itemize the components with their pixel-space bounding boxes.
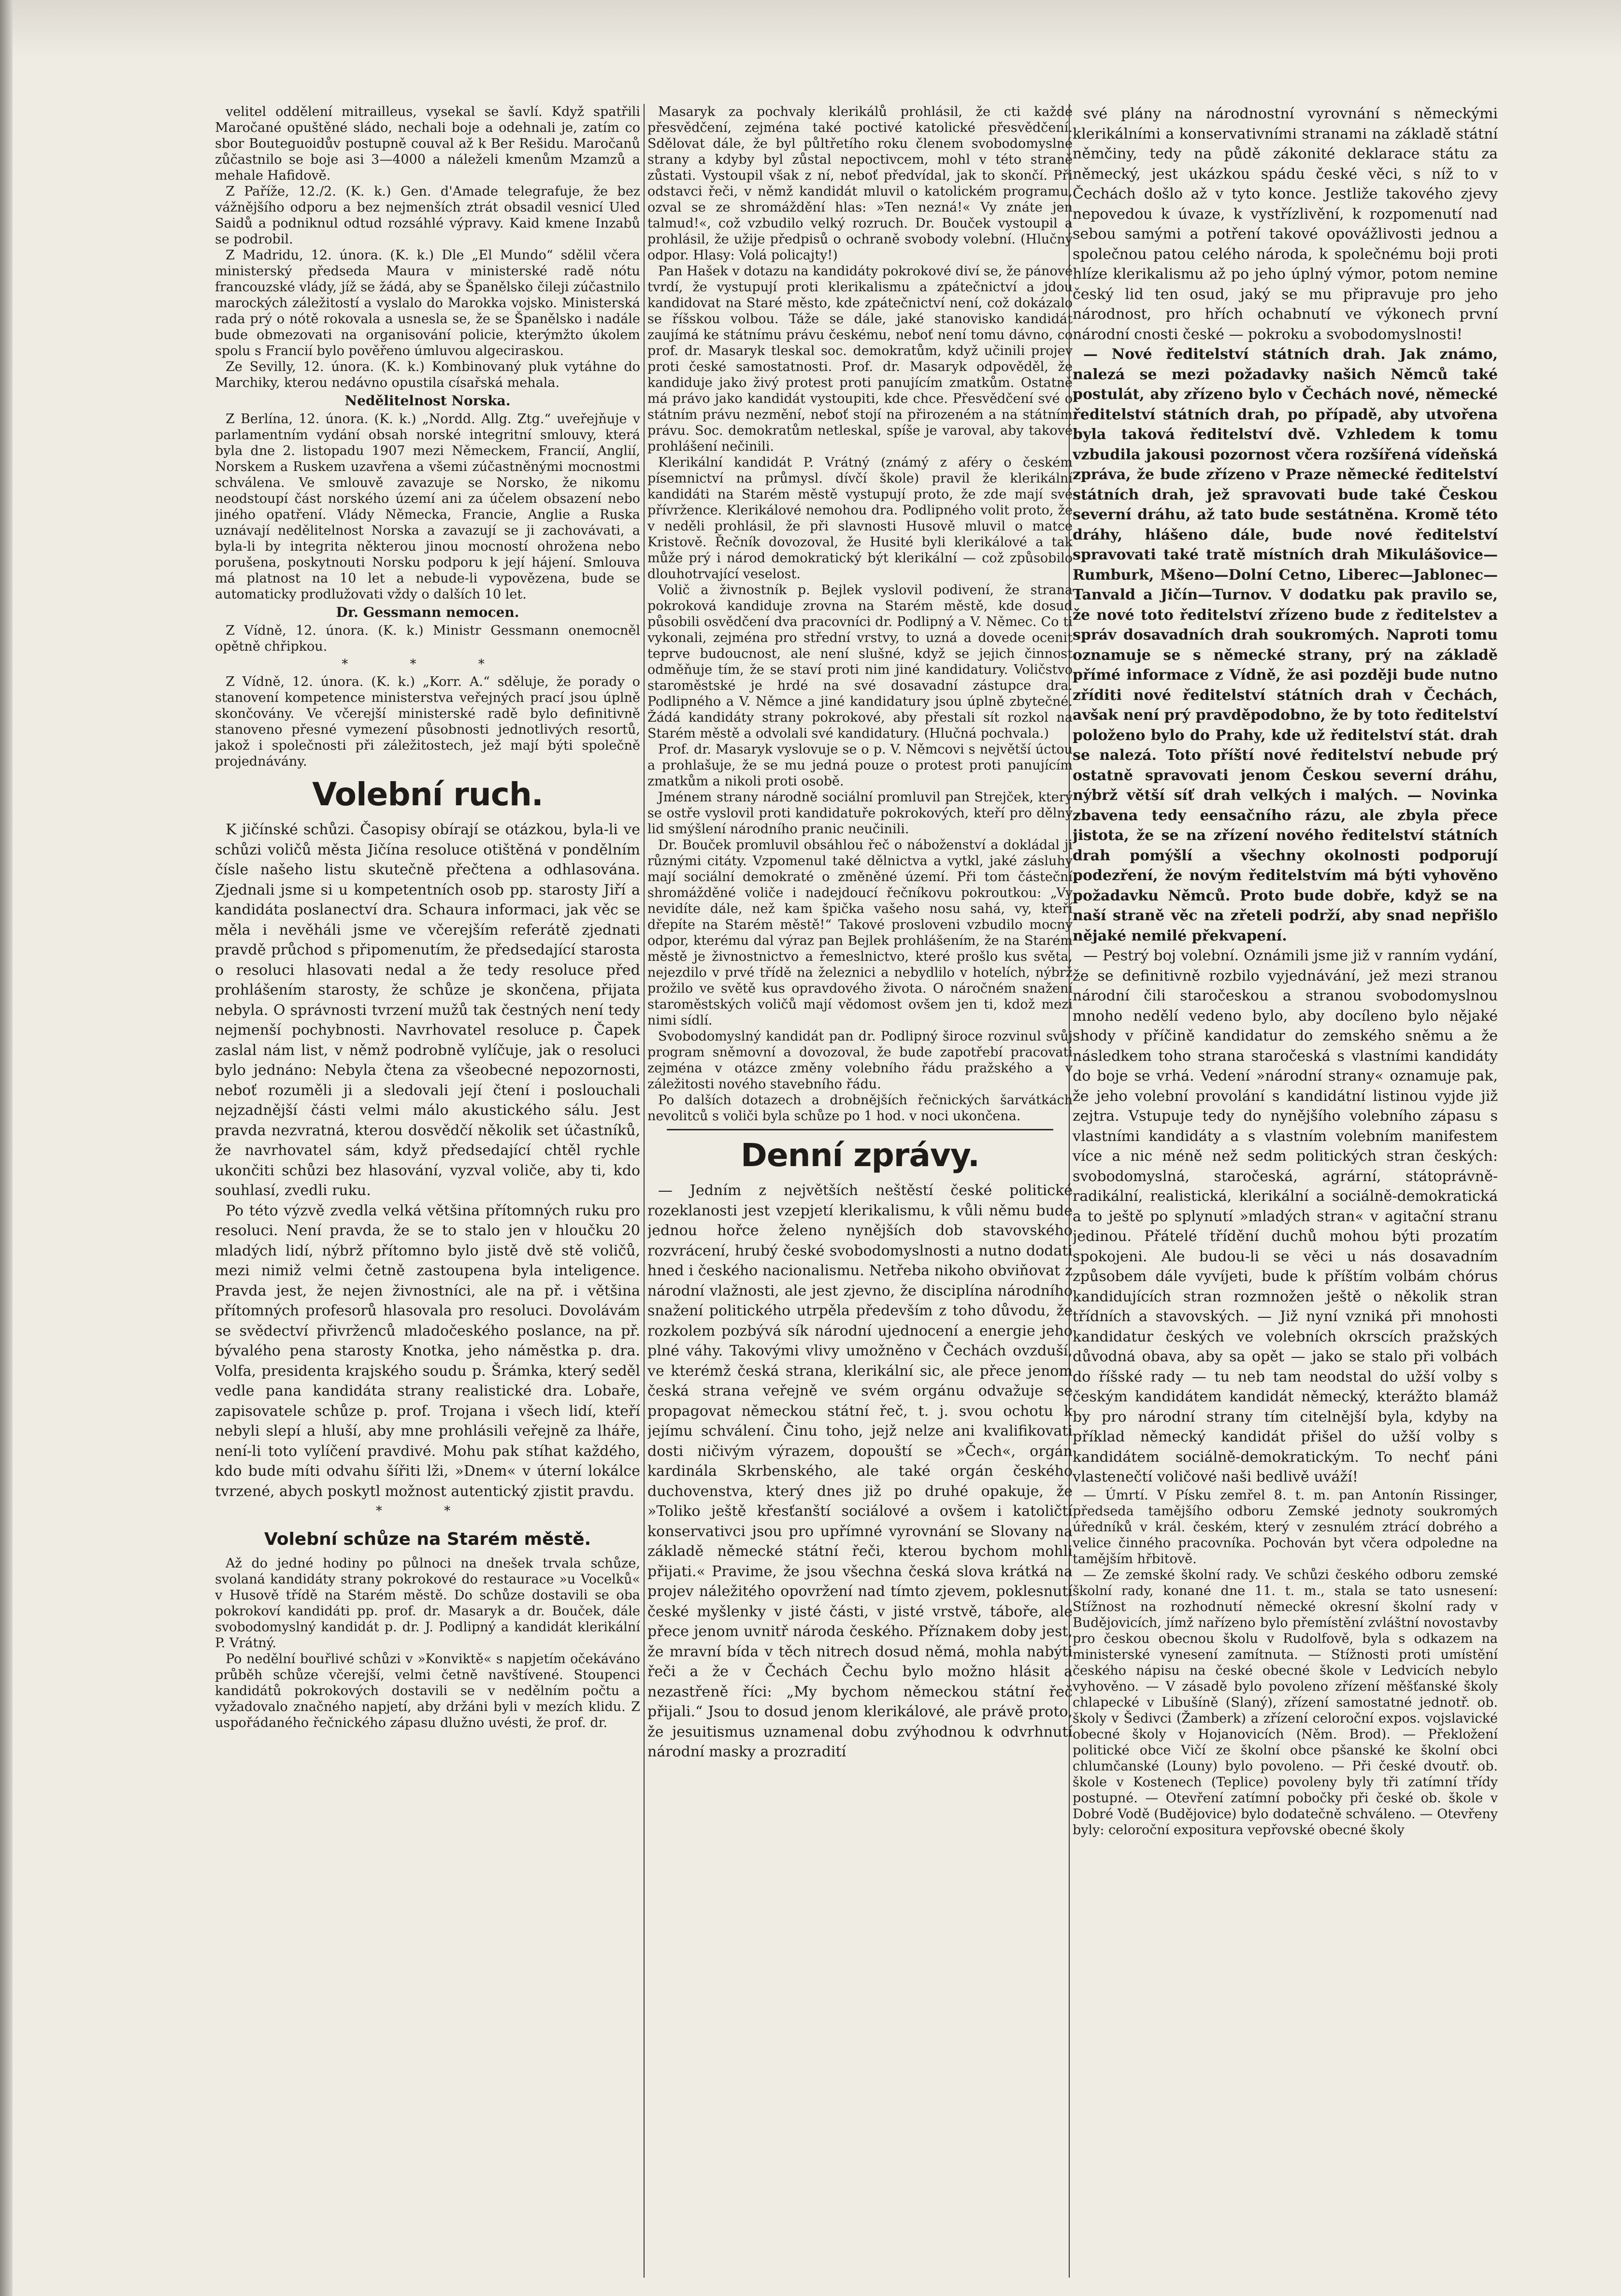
article-paragraph: Po této výzvě zvedla velká většina přítomných ruku pro resoluci. Není pravda, že se to stalo jen v hloučku 20 mladých lidí, nýbrž přítomno bylo jistě dvě stě voličů, mezi nimiž velmi četně zastoupena byla inteligence. Pravda jest, že nejen živnostníci, ale na př. i většina přítomných profesorů hlasovala pro resoluci. Dovolávám se svědectví přivrženců mladočeského poslance, na př. bývalého pena starosty Knotka, jeho náměstka p. dra. Volfa, presidenta krajského soudu p. Šrámka, který seděl vedle pana kandidáta strany realistické dra. Lobaře, zapisovatele schůze p. prof. Trojana i všech lidí, kteří nebyli slepí a hluší, aby mne prohlásili veřejně za lháře, není-li toto vylíčení pravdivé. Mohu pak stíhat každého, kdo bude míti odvahu šířiti lži, »Dnem« v úterní lokálce tvrzené, abych poskytl možnost autentický zjistit pravdu. bbox=[215, 1202, 640, 1500]
article-paragraph: — Úmrtí. V Písku zemřel 8. t. m. pan Antonín Rissinger, předseda tamějšího odboru Zemské jednoty soukromých úředníků v král. českém, který v zesnulém ztrácí dobrého a velice činného pracovníka. Pochován byt včera odpoledne na tamějším hřbitově. bbox=[1073, 1487, 1498, 1567]
article-paragraph: — Jedním z největších neštěstí české politické rozeklanosti jest vzepjetí klerikalismu, k vůli němu bude jednou hořce želeno nynějších dob stavovského rozvrácení, hrubý české svobodomyslnosti a nutno dodati hned i českého nacionalismu. Netřeba nikoho obviňovat z národní vlažnosti, ale jest zjevno, že disciplína národního snažení politického utrpěla především z toho důvodu, že rozkolem pozbývá sík národní ujednocení a energie jeho plné váhy. Takovými vlivy umožněno v Čechách ovzduší, ve kterémž česká strana, klerikální sic, ale přece jenom česká strana veřejně ve svém orgánu odvažuje se propagovat německou státní řeč, t. j. svou ochotu k jejímu schválení. Činu toho, jejž nelze ani kvalifikovati dosti ničivým výrazem, dopouští se »Čech«, orgán kardinála Skrbenského, ale také orgán českého duchovenstva, který dnes již po druhé opakuje, že »Toliko ještě křesťanští sociálové a ovšem i katoličtí konservativci jsou pro upřímné vyrovnání se Slovany na základě německé státní řeči, kterou bychom mohli přijati.« Pravime, že jsou všechna česká slova krátká na projev náležitého opovržení nad tímto zjevem, poklesnutí české myšlenky v jisté části, v jisté vrstvě, táboře, ale přece jenom uvnitř národa českého. Příznakem doby jest, že mravní bída v těch nitrech dosud němá, mohla nabýti řeči a že v Čechách Čechu bylo možno hlásit a nezastřeně říci: „My bychom německou státní řeč přijali.“ Jsou to dosud jenom klerikálové, ale právě proto, že jesuitismus uznamenal dobu zvýhodnou k odvrhnutí národní masky a prozradití bbox=[647, 1182, 1073, 1760]
article-paragraph: Po nedělní bouřlivé schůzi v »Konviktě« s napjetím očekáváno průběh schůze včerejší, velmi četně navštívené. Stoupenci kandidátů pokrokových dostavili se v nedělním počtu a vyžadovalo značného napjetí, aby držáni byli v mezích klidu. Z uspořádaného řečnického zápasu dlužno uvésti, že prof. dr. bbox=[215, 1652, 640, 1730]
article-paragraph: Volič a živnostník p. Bejlek vyslovil podivení, že strana pokroková kandiduje zrovna na Starém městě, kde dosud působili osvědčení dva pracovníci dr. Podlipný a V. Němec. Co ti vykonali, zejména pro střední vrstvy, to uzná a dovede ocenit teprve budoucnost, ale není slušné, když se jejich činnost odměňuje tím, že se staví proti nim jiné kandidatury. Voličstvo staroměstské je hrdé na své dosavadní zástupce dra. Podlipného a V. Němce a jiné kandidatury jsou úplně zbytečné. Žádá kandidáty strany pokrokové, aby přestali sít rozkol na Starém městě a odvolali své kandidatury. (Hlučná pochvala.) bbox=[647, 583, 1073, 741]
article-paragraph: — Ze zemské školní rady. Ve schůzi českého odboru zemské školní rady, konané dne 11. t. m., stala se tato usnesení: Stížnost na rozhodnutí německé okresní školní rady v Budějovicích, jímž nařízeno bylo přemístění zvláštní novostavby pro českou obecnou školu v Rudolfově, byla s odkazem na ministerské vynesení zamítnuta. — Stížnosti proti umístění českého nápisu na české obecné škole v Ledvicích nebylo vyhověno. — V zásadě bylo povoleno zřízení měšťanské školy chlapecké v Libušíně (Slaný), zřízení samostatné jednotř. ob. školy v Šedivci (Žamberk) a zřízení celoroční expos. vojslavické obecné školy v Hojanovicích (Něm. Brod). — Překložení politické obce Vičí ze školní obce pšanské ke školní obci chlumčanské (Louny) bylo povoleno. — Při české dvoutř. ob. škole v Kostenech (Teplice) povoleny byly tři zatímní třídy postupné. — Otevření zatímní pobočky při české ob. škole v Dobré Vodě (Budějovice) bylo dodatečně schváleno. — Otevřeny byly: celoroční expositura vepřovské obecné školy bbox=[1073, 1567, 1498, 1838]
article-paragraph: Z Vídně, 12. února. (K. k.) „Korr. A.“ sděluje, že porady o stanovení kompetence ministerstva veřejných prací jsou úplně skončovány. Ve včerejší ministerské radě bylo definitivně stanoveno přesné vymezení působnosti jednotlivých resortů, jakož i společnosti při záležitostech, jež mají býti společně projednávány. bbox=[215, 674, 640, 769]
article-paragraph: Klerikální kandidát P. Vrátný (známý z aféry o českém písemnictví na průmysl. dívčí škole) pravil že klerikální kandidáti na Starém městě vystupují proto, že zde mají své přívržence. Klerikálové nemohou dra. Podlipného volit proto, že v neděli prohlásil, že při slavnosti Husově mluvil o matce Kristově. Řečník dovozoval, že Husité byli klerikálové a tak může prý i národ demokratický být klerikální — což způsobilo dlouhotrvající veselost. bbox=[647, 455, 1073, 582]
column-rule bbox=[644, 104, 645, 2278]
article-paragraph: Z Vídně, 12. února. (K. k.) Ministr Gessmann onemocněl opětně chřipkou. bbox=[215, 623, 640, 654]
article-paragraph: — Nové ředitelství státních drah. Jak známo, nalezá se mezi požadavky našich Němců také postulát, aby zřízeno bylo v Čechách nové, německé ředitelství státních drah, po případě, aby utvořena byla taková ředitelství dvě. Vzhledem k tomu vzbudila jakousi pozornost včera rozšířená vídeňská zpráva, že bude zřízeno v Praze německé ředitelství státních drah, jež spravovati bude také Českou severní dráhu, až tato bude sestátněna. Kromě této dráhy, hlášeno dále, bude nové ředitelství spravovati také tratě místních drah Mikulášovice—Rumburk, Mšeno—Dolní Cetno, Liberec—Jablonec—Tanvald a Jičín—Turnov. V dodatku pak pravilo se, že nové toto ředitelství zřízeno bude z ředitelstev a správ dosavadních drah soukromých. Naproti tomu oznamuje se s německé strany, prý na základě přímé informace z Vídně, že asi později bude nutno zříditi nové ředitelství státních drah v Čechách, avšak není prý pravděpodobno, že by toto ředitelství položeno bylo do Prahy, kde už ředitelství stát. drah se nalezá. Toto příští nové ředitelství nebude prý ostatně spravovati jenom Českou severní dráhu, nýbrž větší síť drah velkých i malých. — Novinka zbavena tedy eensačního rázu, ale zbyla přece jistota, že se na zřízení nového ředitelství státních drah pomýšlí a všechny okolnosti podporují podezření, že novým ředitelstvím má býti vyhověno požadavku Němců. Proto bude dobře, když se na naší straně věc na zřeteli podrží, aby snad nepřišlo nějaké nemilé překvapení. bbox=[1073, 346, 1498, 944]
article-paragraph: Z Madridu, 12. února. (K. k.) Dle „El Mundo“ sdělil včera ministerský předseda Maura v ministerské radě nótu francouzské vlády, jíž se žádá, aby se Španělsko čileji zúčastnilo marockých záležitostí a vyslalo do Marokka vojsko. Ministerská rada prý o nótě rokovala a usnesla se, že se Španělsko i nadále bude obmezovati na organisování policie, kterýmžto úkolem spolu s Francií bylo pověřeno úmluvou algeciraskou. bbox=[215, 248, 640, 358]
article-paragraph: své plány na národnostní vyrovnání s německými klerikálními a konservativními stranami na základě státní němčiny, tedy na půdě zákonité deklarace státu za německý, jest ukázkou spádu české věci, s níž to v Čechách došlo až v tyto konce. Jestliže takového zjevy nepovedou k úvaze, k vystřízlivění, k rozpomenutí nad sebou samými a potření takové opovážlivosti jednou a společnou patou celého národa, k společnému boji proti hlíze klerikalismu až po jeho úplný výmor, potom nemine český lid ten osud, jaký se mu připravuje pro jeho národnost, pro hřích ochabnutí ve výkonech první národní cnosti české — pokroku a svobodomyslnosti! bbox=[1073, 105, 1498, 343]
article-paragraph: Masaryk za pochvaly klerikálů prohlásil, že cti každé přesvědčení, zejména také poctivé katolické přesvědčení. Sdělovat dále, že byl půltřetího roku členem svobodomyslné strany a kdyby byl zůstal nepoctivcem, mohl v této straně zůstati. Vystoupil však z ní, neboť předvídal, jak to skončí. Při odstavci řeči, v němž kandidát mluvil o katolickém programu, ozval se ze shromáždění hlas: »Ten nezná!« Vy znáte jen talmud!«, což vzbudilo velký rozruch. Dr. Bouček vystoupil a prohlásil, že užije předpisů o ochraně svobody volební. (Hlučný odpor. Hlasy: Volá policajty!) bbox=[647, 104, 1073, 263]
article-block bbox=[647, 1181, 1073, 1762]
article-paragraph: Svobodomyslný kandidát pan dr. Podlipný široce rozvinul svůj program sněmovní a dovozoval, že bude zapotřebí pracovati zejména v otázce změny volebního řádu pražského a v záležitosti nového stavebního řádu. bbox=[647, 1029, 1073, 1092]
subheading: Dr. Gessmann nemocen. bbox=[336, 604, 519, 620]
article-paragraph: — Pestrý boj volební. Oznámili jsme již v ranním vydání, že se definitivně rozbilo vyjednávání, jež mezi stranou národní čili staročeskou a stranou svobodomyslnou mnoho nedělí vedeno bylo, aby docíleno bylo nějaké shody v příčině kandidatur do zemského sněmu a že následkem toho strana staročeská s vlastními kandidáty do boje se vrhá. Vedení »národní strany« oznamuje pak, že jeho volební provolání s kandidátní listinou vyjde již zejtra. Vstupuje tedy do nynějšího volebního zápasu s vlastními kandidáty a s vlastním volebním manifestem více a nic méně než sedm politických stran českých: svobodomyslná, staročeská, agrární, státoprávně-radikální, realistická, klerikální a sociálně-demokratická a to ještě po splynutí »mladých stran« v agitační stranu jedinou. Přátelé třídění duchů mohou býti prozatím spokojeni. Ale budou-li se věci u nás dosavadním způsobem dále vyvíjeti, bude k příštím volbám chórus kandidujících stran rozmnožen ještě o několik stran třídních a stavovských. — Již nyní vzniká při mnohosti kandidatur českých ve volebních okrscích pražských důvodná obava, aby sa opět — jako se stalo při volbách do říšské rady — tu neb tam neodstal do užší volby s českým kandidátem kandidát německý, kterážto blamáž by pro národní strany tím citelnější byla, kdyby na příklad německý kandidát přišel do užší volby s kandidátem sociálně-demokratickým. To nechť páni vlastenečtí voličové naši bedlivě uváží! bbox=[1073, 947, 1498, 1485]
article-paragraph: Ze Sevilly, 12. února. (K. k.) Kombinovaný pluk vytáhne do Marchiky, kterou nedávno opustila císařská mehala. bbox=[215, 359, 640, 390]
article-paragraph: Z Berlína, 12. února. (K. k.) „Nordd. Allg. Ztg.“ uveřejňuje v parlamentním vydání obsah norské integritní smlouvy, která byla dne 2. listopadu 1907 mezi Německem, Francií, Anglií, Norskem a Ruskem uzavřena a všemi zúčastněnými mocnostmi schválena. Ve smlouvě zavazuje se Norsko, že nikomu neodstoupí část norského území ani za účelem obsazení nebo jiného opatření. Vlády Německa, Francie, Anglie a Ruska uznávají nedělitelnost Norska a zavazují se ji zachovávati, a byla-li by integrita některou jinou mocností ohrožena nebo porušena, poskytnouti Norsku podporu k její hájení. Smlouva má platnost na 10 let a nebude-li vypovězena, bude se automaticky prodlužovati vždy o dalších 10 let. bbox=[215, 412, 640, 602]
page-top-margin bbox=[0, 0, 1621, 58]
column-right bbox=[1073, 104, 1498, 2282]
binding-shadow bbox=[0, 0, 13, 2296]
section-heading: Denní zprávy. bbox=[741, 1137, 979, 1174]
article-block bbox=[1073, 104, 1498, 1487]
column-middle bbox=[647, 104, 1073, 2282]
article-paragraph: Z Paříže, 12./2. (K. k.) Gen. d'Amade telegrafuje, že bez vážnějšího odporu a bez nejmenších ztrát obsadil vesnicí Uled Saidů a podniknul odtud rozsáhlé výpravy. Kaid kmene Inzabů se podrobil. bbox=[215, 184, 640, 247]
section-heading: Volební ruch. bbox=[312, 776, 543, 813]
article-block bbox=[215, 820, 640, 1501]
article-paragraph: Až do jedné hodiny po půlnoci na dnešek trvala schůze, svolaná kandidáty strany pokrokové do restaurace »u Vocelků« v Husově třídě na Starém městě. Do schůze dostavili se oba pokrokoví kandidáti pp. prof. dr. Masaryk a dr. Bouček, dále svobodomyslný kandidát p. dr. J. Podlipný a kandidát klerikální P. Vrátný. bbox=[215, 1556, 640, 1651]
article-paragraph: Dr. Bouček promluvil obsáhlou řeč o náboženství a dokládal ji různými citáty. Vzpomenul také dělnictva a vytkl, jaké zásluhy mají sociální demokraté o změněné území. Při tom částeční shromážděné voliče i nadejdoucí řečníkovu pokroutkou: „Vy nevidíte dále, než kam špička vašeho nosu sahá, vy, kteří dřepíte na Starém městě!“ Takové prosloveni vzbudilo mocný odpor, kterému dal výraz pan Bejlek prohlášením, že na Starém městě je živnostnictvo a řemeslnictvo, které prošlo kus světa, nejezdilo v prvé třídě na železnici a nebydlilo v hotelích, nýbrž prožilo ve světě kus opravdového života. O náročném snažení staroměstských voličů mají vědomost ovšem jen ti, kdož mezi nimi sídlí. bbox=[647, 838, 1073, 1028]
article-paragraph: Prof. dr. Masaryk vyslovuje se o p. V. Němcovi s největší úctou a prohlašuje, že se mu jedná pouze o protest proti panujícím zmatkům a nikoli proti osobě. bbox=[647, 742, 1073, 789]
subheading: Nedělitelnost Norska. bbox=[344, 393, 511, 409]
section-divider bbox=[667, 1129, 1053, 1130]
separator-stars: * * bbox=[375, 1504, 480, 1518]
section-subheading: Volební schůze na Starém městě. bbox=[264, 1529, 591, 1549]
article-paragraph: K jičínské schůzi. Časopisy obírají se otázkou, byla-li ve schůzi voličů města Jičína resoluce otištěná v pondělním čísle našeho listu skutečně přečtena a odhlasována. Zjednali jsme si u kompetentních osob pp. starosty Jiří a kandidáta poslanectví dra. Schaura informaci, jak věc se měla i nevěháli jsme ve včerejším referátě zjednati pravdě průchod s připomenutím, že předsedající starosta o resoluci hlasovati nedal a že tedy resoluce před prohlášením starosty, že schůze je skončena, přijata nebyla. O správnosti tvrzení mužů tak čestných není tedy nejmenší pochybnosti. Navrhovatel resoluce p. Čapek zaslal nám list, v němž podrobně vylíčuje, jak o resoluci bylo jednáno: Nebyla čtena za všeobecné nepozornosti, neboť rozuměli ji a sledovali její čtení i poslouchali nejzadnější části velmi málo akustického sálu. Jest pravda nezvratná, kterou dosvědčí několik set účastníků, že navrhovatel sám, když předsedající chtěl rychle ukončiti schůzi bez hlasování, vyzval voliče, aby ti, kdo souhlasí, zvedli ruku. bbox=[215, 821, 640, 1199]
column-left bbox=[215, 104, 640, 2282]
article-paragraph: Jménem strany národně sociální promluvil pan Strejček, který se ostře vyslovil proti kandidatuře pokrokových, kteří pro dělný lid smýšlení národního pranic neučinili. bbox=[647, 790, 1073, 837]
article-paragraph: velitel oddělení mitrailleus, vysekal se šavlí. Když spatřili Maročané opuštěné sládo, nechali boje a odehnali je, zatím co sbor Bouteguoidův postupně couval až k Ber Rešidu. Maročanů zůčastnilo se boje asi 3—4000 a náleželi kmenům Mzamzů a mehale Hafidově. bbox=[215, 104, 640, 183]
article-paragraph: Po dalších dotazech a drobnějších řečnických šarvátkách nevolitců s voliči byla schůze po 1 hod. v noci ukončena. bbox=[647, 1093, 1073, 1124]
separator-stars: * * * bbox=[342, 657, 514, 671]
article-paragraph: Pan Hašek v dotazu na kandidáty pokrokové diví se, že pánové tvrdí, že vystupují proti klerikalismu a zpátečnictví a jdou kandidovat na Staré město, kde zpátečnictví není, což dokázalo se říšskou volbou. Táže se dále, jaké stanovisko kandidát zaujímá ke státnímu právu českému, neboť není tomu dávno, co prof. dr. Masaryk tleskal soc. demokratům, když učinili projev proti české samostatnosti. Prof. dr. Masaryk odpověděl, že kandiduje jako živý protest proti panujícím zmatkům. Ostatně má právo jako kandidát vystoupiti, kde chce. Přesvědčení své o státním právu nezmění, neboť stojí na přirozeném a na státním právu. Soc. demokratům netleskal, spíše je varoval, aby takové prohlášení nečinili. bbox=[647, 264, 1073, 454]
